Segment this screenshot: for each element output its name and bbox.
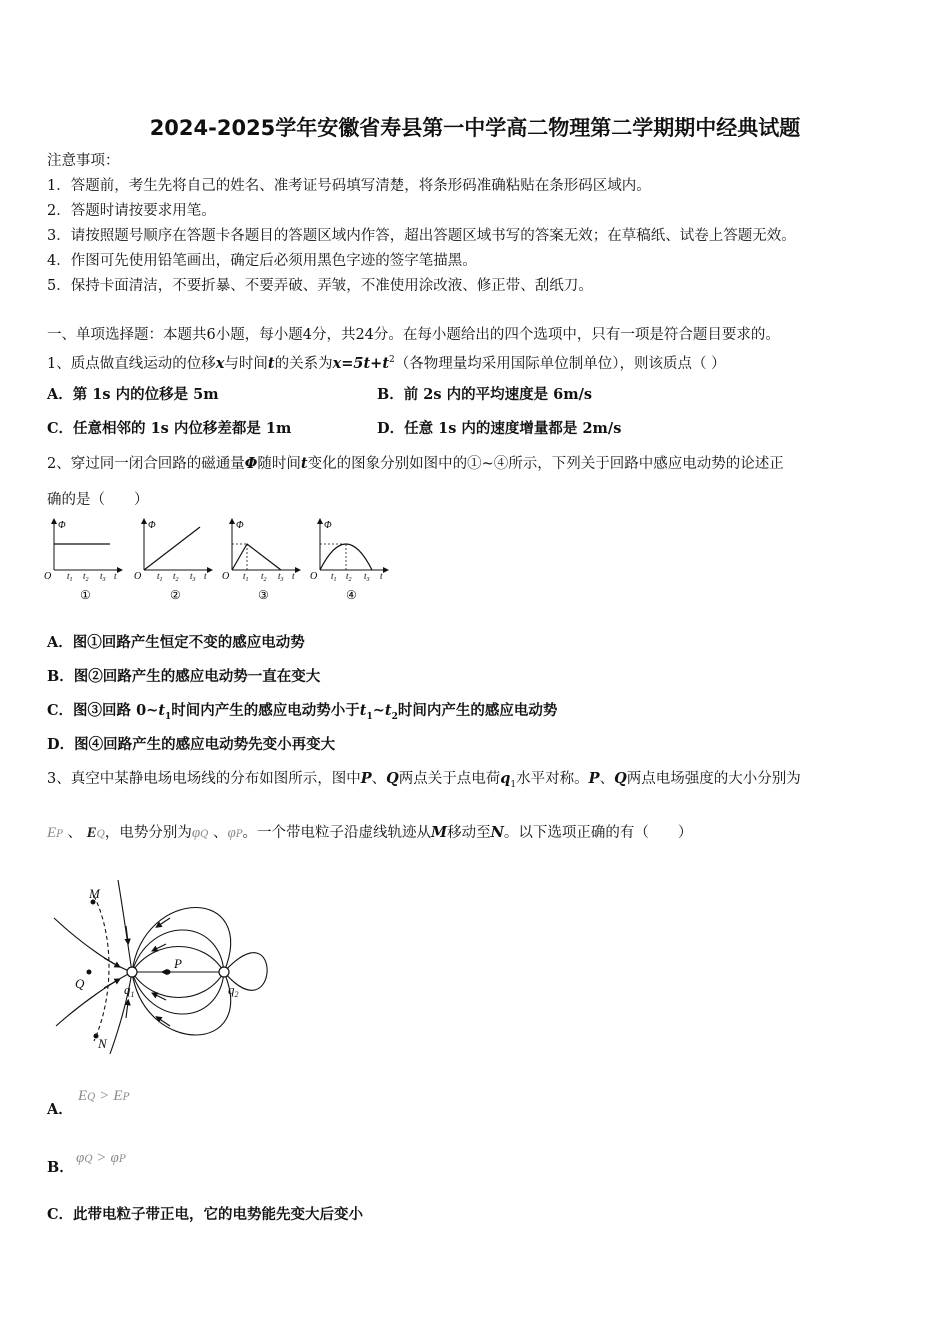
notice-item: 5．保持卡面清洁，不要折暴、不要弄破、弄皱，不准使用涂改液、修正带、刮纸刀。	[47, 278, 593, 294]
svg-text:t1: $t_1$	[243, 571, 249, 583]
section-heading: 一、单项选择题：本题共6小题，每小题4分，共24分。在每小题给出的四个选项中，只有一项是符合题目要求的。	[47, 327, 780, 343]
q2-option-a: A．图①回路产生恒定不变的感应电动势	[47, 634, 305, 651]
q1-option-b: B．前 2s 内的平均速度是 6m/s	[377, 386, 593, 403]
graph-1-caption: ①	[80, 588, 91, 602]
q3-option-b-formula: φQ > φP	[76, 1150, 126, 1166]
question-1-stem: 1、质点做直线运动的位移x与时间t的关系为$x=5t+t^2$（各物理量均采用国际单位制单位），则该质点（ ）	[47, 354, 726, 372]
svg-text:t: t	[380, 571, 383, 581]
svg-text:O: O	[222, 571, 230, 582]
point-q	[87, 970, 92, 975]
graph-2-curve	[144, 527, 200, 570]
svg-text:O: O	[134, 571, 142, 582]
q3-option-c: C．此带电粒子带正电，它的电势能先变大后变小	[47, 1206, 364, 1223]
svg-text:t: t	[292, 571, 295, 581]
svg-text:O: O	[310, 571, 318, 582]
graph-1	[44, 520, 120, 602]
graph-1-origin: O	[44, 571, 52, 582]
svg-text:Φ: Φ	[324, 520, 332, 531]
graph-3-curve	[232, 544, 281, 570]
svg-text:t3: $t_3$	[278, 571, 284, 583]
label-m: M	[89, 886, 100, 901]
svg-text:t2: $t_2$	[346, 571, 352, 583]
field-line	[56, 972, 132, 1026]
label-q: Q	[75, 976, 85, 991]
svg-text:t1: $t_1$	[331, 571, 337, 583]
q3-option-a-formula: EQ > EP	[78, 1088, 130, 1104]
svg-text:t2: $t_2$	[83, 571, 89, 583]
svg-text:t1: $t_1$	[67, 571, 73, 583]
page-title: 2024-2025学年安徽省寿县第一中学高二物理第二学期期中经典试题	[149, 116, 801, 140]
q1-option-d: D．任意 1s 内的速度增量都是 2m/s	[377, 420, 622, 437]
flux-graphs-figure	[40, 515, 390, 607]
svg-text:t3: $t_3$	[190, 571, 196, 583]
q1-option-c: C．任意相邻的 1s 内位移差都是 1m	[47, 420, 292, 437]
label-p: P	[174, 956, 182, 971]
graph-4-caption: ④	[346, 588, 357, 602]
svg-text:t3: $t_3$	[100, 571, 106, 583]
graph-2	[134, 520, 210, 602]
question-3-stem-line2: EP 、 EQ，电势分别为φQ 、φP。一个带电粒子沿虚线轨迹从M移动至N。以下选项正确的有（ ）	[47, 824, 693, 841]
graph-2-caption: ②	[170, 588, 181, 602]
q2-option-d: D．图④回路产生的感应电动势先变小再变大	[47, 736, 336, 753]
q3-option-b-label: B．	[47, 1159, 74, 1176]
notice-item: 3．请按照题号顺序在答题卡各题目的答题区域内作答，超出答题区域书写的答案无效；在草稿纸、试卷上答题无效。	[47, 228, 796, 244]
svg-text:t3: $t_3$	[364, 571, 370, 583]
label-q1: $q_1$	[124, 982, 135, 999]
field-line	[132, 972, 231, 1035]
graph-4	[310, 520, 386, 602]
field-line	[118, 880, 132, 972]
svg-text:t2: $t_2$	[173, 571, 179, 583]
svg-text:t2: $t_2$	[261, 571, 267, 583]
graph-3	[222, 520, 298, 602]
q2-option-b: B．图②回路产生的感应电动势一直在变大	[47, 668, 321, 685]
graph-3-caption: ③	[258, 588, 269, 602]
svg-text:Φ: Φ	[148, 520, 156, 531]
graph-1-phi-label: Φ	[58, 520, 66, 531]
notice-item: 4．作图可先使用铅笔画出，确定后必须用黑色字迹的签字笔描黑。	[47, 253, 477, 269]
svg-text:t1: $t_1$	[157, 571, 163, 583]
svg-text:t: t	[204, 571, 207, 581]
charge-q2	[219, 967, 229, 977]
q3-option-a-label: A．	[47, 1101, 73, 1118]
particle-trajectory	[94, 896, 109, 1041]
q2-option-c: C．图③回路 $0\sim t_1$时间内产生的感应电动势小于$t_1\sim t_2$时间内产生的感应电动势	[47, 702, 558, 722]
notice-item: 1．答题前，考生先将自己的姓名、准考证号码填写清楚，将条形码准确粘贴在条形码区域内。	[47, 178, 651, 194]
electric-field-figure	[44, 876, 276, 1056]
question-2-stem-cont: 确的是（ ）	[47, 492, 149, 508]
svg-text:Φ: Φ	[236, 520, 244, 531]
notice-item: 2．答题时请按要求用笔。	[47, 203, 216, 219]
question-2-stem: 2、穿过同一闭合回路的磁通量Φ随时间t变化的图象分别如图中的①~④所示，下列关于回路中感应电动势的论述正	[47, 455, 784, 472]
charge-q1	[127, 967, 137, 977]
q1-option-a: A．第 1s 内的位移是 5m	[47, 386, 219, 403]
svg-text:t: t	[114, 571, 117, 581]
label-q2: $q_2$	[228, 982, 239, 999]
question-3-stem: 3、真空中某静电场电场线的分布如图所示，图中P、Q两点关于点电荷$q_1$水平对称。P、Q两点电场强度的大小分别为	[47, 770, 801, 790]
field-line	[54, 918, 132, 972]
notice-heading: 注意事项：	[47, 153, 120, 169]
label-n: N	[98, 1036, 107, 1051]
field-line	[132, 972, 224, 998]
point-p	[166, 970, 171, 975]
